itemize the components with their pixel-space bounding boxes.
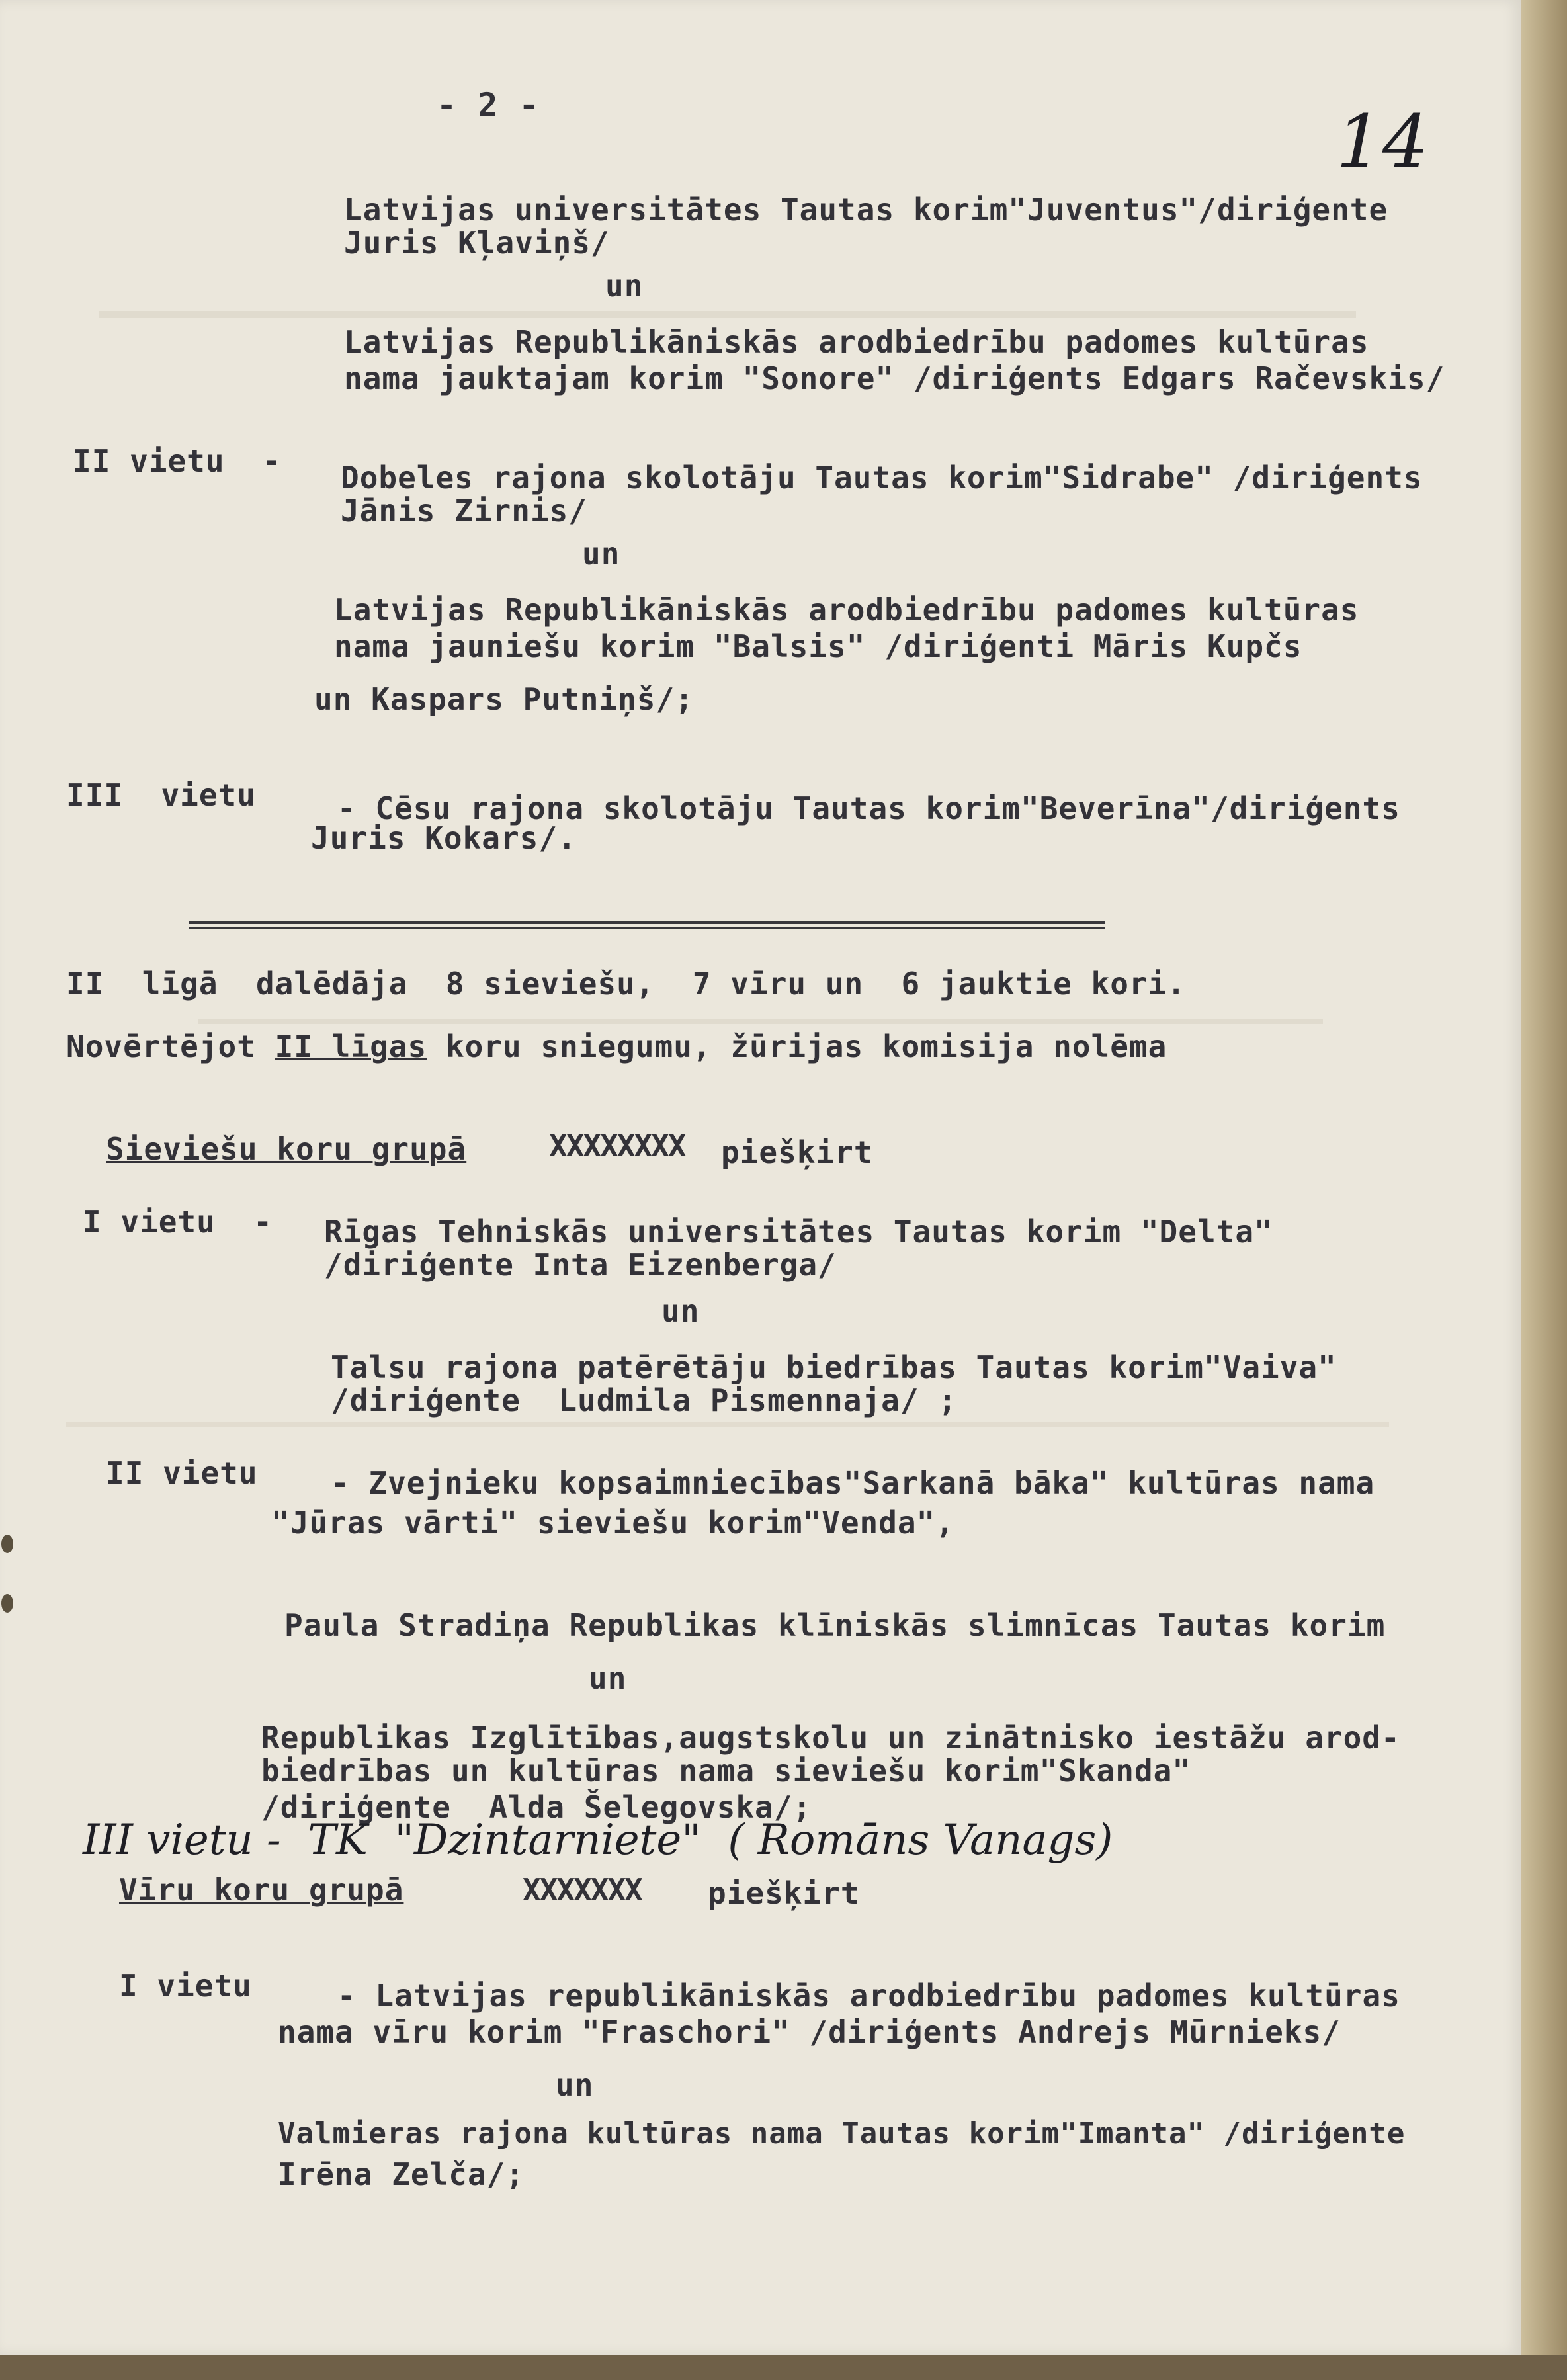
page-edge <box>1521 0 1567 2380</box>
section-divider <box>189 921 1105 924</box>
text-line: Irēna Zelča/; <box>278 2156 525 2192</box>
text-line: /diriģente Inta Eizenberga/ <box>324 1247 837 1283</box>
text-line: nama jauktajam korim "Sonore" /diriģents Edgars Račevskis/ <box>344 361 1445 396</box>
text-line: Jānis Zirnis/ <box>341 493 588 529</box>
typed-strikeout: XXXXXXXX <box>549 1128 685 1164</box>
text-line: - Cēsu rajona skolotāju Tautas korim"Beverīna"/diriģents <box>337 790 1400 826</box>
text-line: un Kaspars Putniņš/; <box>314 681 694 717</box>
text-line: Juris Kokars/. <box>311 820 577 856</box>
text-line: un <box>582 536 620 572</box>
text-line: Novērtējot II līgas koru sniegumu, žūrijas komisija nolēma <box>66 1029 1167 1064</box>
place-label: I vietu <box>119 1968 252 2004</box>
text-line: II līgā dalēdāja 8 sieviešu, 7 vīru un 6 jauktie kori. <box>66 966 1186 1001</box>
binder-hole <box>1 1535 13 1553</box>
bleed-through-mark <box>198 1019 1323 1024</box>
text-line: Valmieras rajona kultūras nama Tautas korim"Imanta" /diriģente <box>278 2117 1406 2150</box>
binder-hole <box>1 1594 13 1613</box>
text-line: - Zvejnieku kopsaimniecības"Sarkanā bāka" kultūras nama <box>331 1465 1375 1501</box>
place-label: II vietu <box>106 1455 258 1491</box>
text-line: Latvijas universitātes Tautas korim"Juventus"/diriģente <box>344 192 1388 228</box>
section-heading: Vīru koru grupā <box>119 1872 404 1908</box>
text-line: nama vīru korim "Fraschori" /diriģents Andrejs Mūrnieks/ <box>278 2014 1341 2050</box>
section-heading: Sieviešu koru grupā <box>106 1131 467 1167</box>
text-line: nama jauniešu korim "Balsis" /diriģenti Māris Kupčs <box>334 628 1302 664</box>
text-line: Dobeles rajona skolotāju Tautas korim"Sidrabe" /diriģents <box>341 460 1423 495</box>
text-line: "Jūras vārti" sieviešu korim"Venda", <box>271 1505 954 1541</box>
text-line: piešķirt <box>708 1875 860 1911</box>
text-line: Latvijas Republikāniskās arodbiedrību padomes kultūras <box>344 324 1369 360</box>
text-line: Talsu rajona patērētāju biedrības Tautas korim"Vaiva" <box>331 1349 1337 1385</box>
place-label: I vietu - <box>83 1204 273 1240</box>
text-line: un <box>556 2067 594 2103</box>
handwritten-folio-number: 14 <box>1336 99 1429 184</box>
place-label: III vietu <box>66 777 256 813</box>
typed-strikeout: XXXXXXX <box>523 1872 642 1908</box>
section-divider <box>189 927 1105 929</box>
text-line: biedrības un kultūras nama sieviešu korim"Skanda" <box>261 1753 1192 1789</box>
text-line: piešķirt <box>721 1134 873 1170</box>
text-line: - Latvijas republikāniskās arodbiedrību padomes kultūras <box>337 1978 1400 2014</box>
text-line: Juris Kļaviņš/ <box>344 225 610 261</box>
text-line: Latvijas Republikāniskās arodbiedrību padomes kultūras <box>334 592 1359 628</box>
handwritten-insertion: III vietu - TK "Dzintarniete" ( Romāns Vanags) <box>83 1816 1113 1865</box>
bleed-through-mark <box>99 311 1356 318</box>
text-line: Rīgas Tehniskās universitātes Tautas korim "Delta" <box>324 1214 1273 1250</box>
text-line: un <box>661 1293 700 1329</box>
text-line: Paula Stradiņa Republikas klīniskās slimnīcas Tautas korim <box>284 1607 1386 1643</box>
text-line: Republikas Izglītības,augstskolu un zinātnisko iestāžu arod- <box>261 1720 1400 1756</box>
text-line: /diriģente Ludmila Pismennaja/ ; <box>331 1382 957 1418</box>
text-line: un <box>605 268 644 304</box>
text-line: /diriģente Alda Šelegovska/; <box>261 1789 812 1825</box>
text-line: un <box>589 1660 627 1696</box>
page-number: - 2 - <box>437 86 540 124</box>
place-label: II vietu - <box>73 443 282 479</box>
bleed-through-mark <box>66 1422 1389 1427</box>
scan-bottom-edge <box>0 2355 1567 2380</box>
